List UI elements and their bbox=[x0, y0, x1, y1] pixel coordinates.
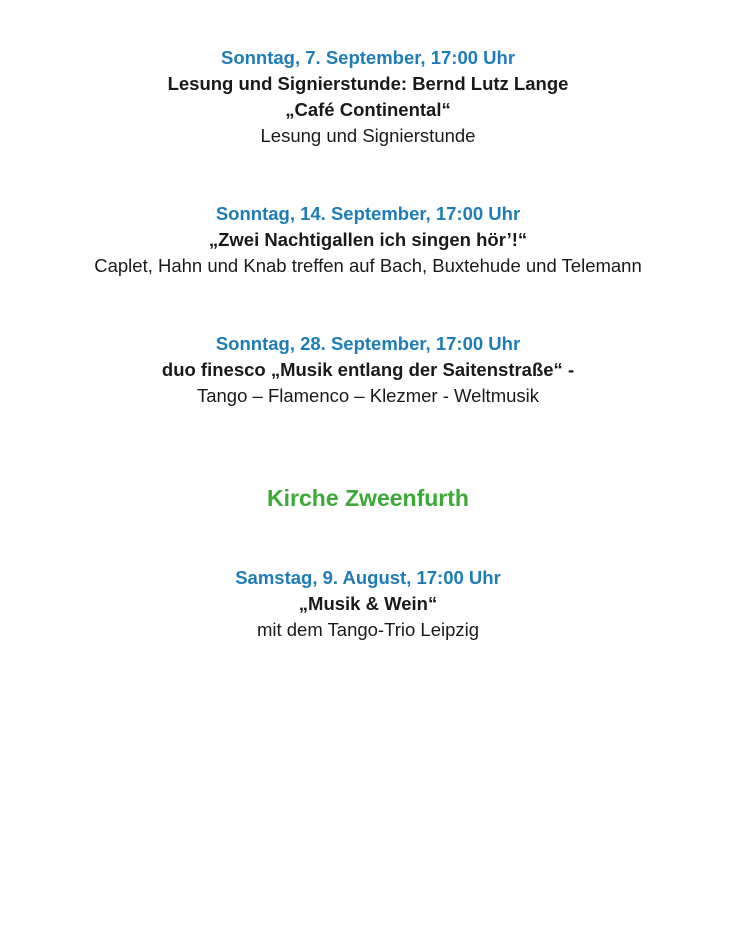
event-date: Sonntag, 28. September, 17:00 Uhr bbox=[215, 333, 521, 354]
venue-heading: Kirche Zweenfurth bbox=[267, 485, 469, 511]
event-date: Sonntag, 7. September, 17:00 Uhr bbox=[220, 47, 516, 68]
event-title: „Musik & Wein“ bbox=[298, 593, 438, 614]
event-description: mit dem Tango-Trio Leipzig bbox=[256, 619, 480, 640]
event-description: Lesung und Signierstunde bbox=[260, 125, 476, 146]
event-date: Sonntag, 14. September, 17:00 Uhr bbox=[215, 203, 521, 224]
event-description: Caplet, Hahn und Knab treffen auf Bach, Buxtehude und Telemann bbox=[94, 255, 642, 276]
event-title: „Zwei Nachtigallen ich singen hör’!“ bbox=[208, 229, 528, 250]
event-description: Tango – Flamenco – Klezmer - Weltmusik bbox=[196, 385, 540, 406]
event-date: Samstag, 9. August, 17:00 Uhr bbox=[235, 567, 501, 588]
event-title: Lesung und Signierstunde: Bernd Lutz Lange bbox=[167, 73, 569, 94]
event-title: „Café Continental“ bbox=[285, 99, 451, 120]
event-title: duo finesco „Musik entlang der Saitenstraße“ - bbox=[161, 359, 575, 380]
